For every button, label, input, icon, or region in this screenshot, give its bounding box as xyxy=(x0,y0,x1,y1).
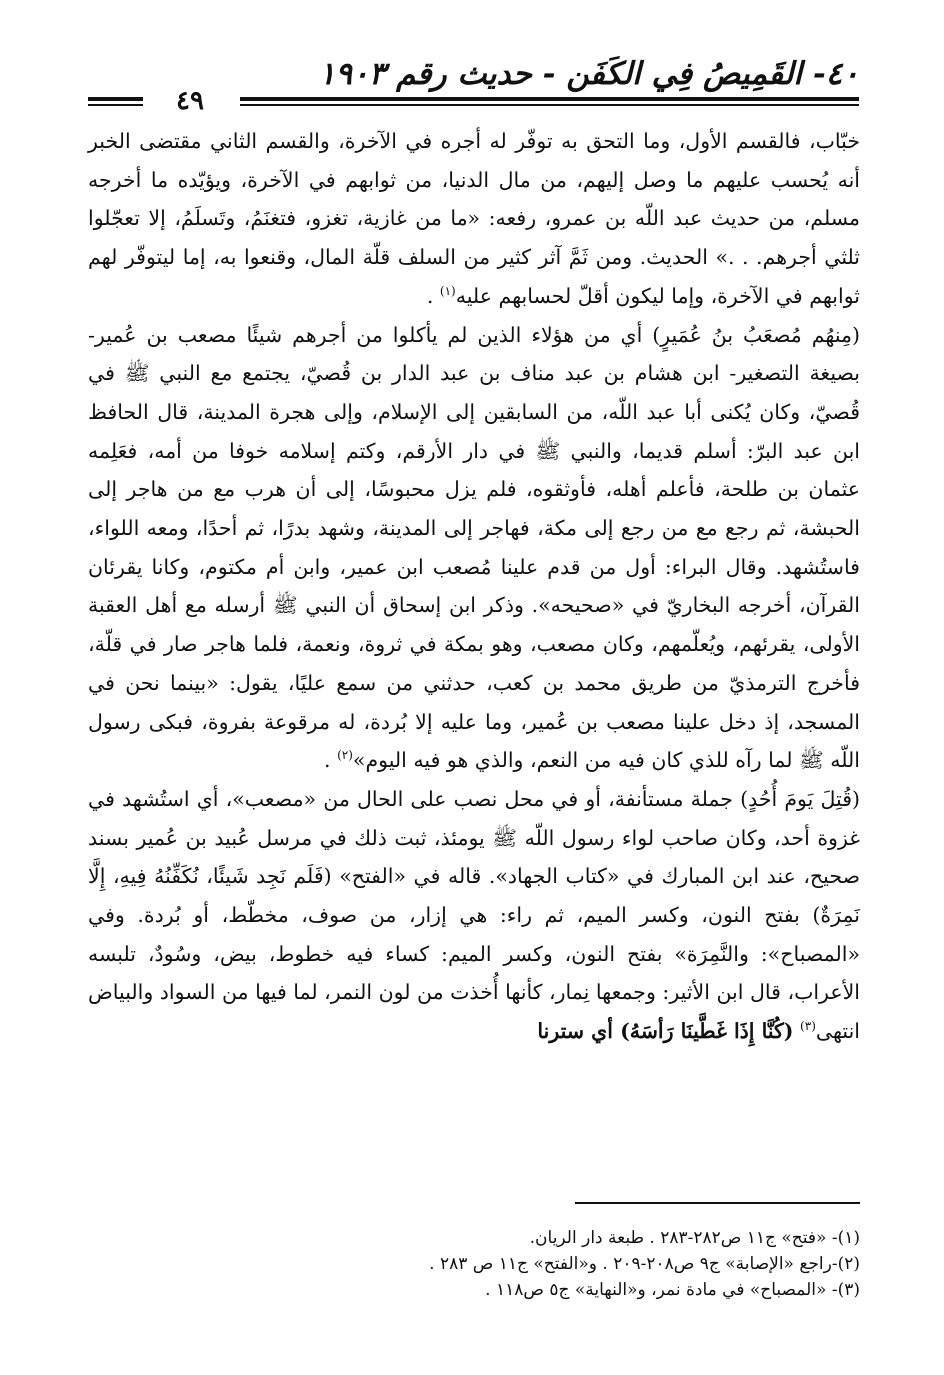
running-title: ٤٠- القَمِيصُ فِي الكَفَن - حديث رقم ١٩٠٣ xyxy=(318,56,859,92)
footnote-mark: (٣) xyxy=(800,1019,816,1034)
footnote: (٣)- «المصباح» في مادة نمر، و«النهاية» ج٥ ص١١٨ . xyxy=(485,1280,860,1300)
footnote-mark: (٢) xyxy=(337,748,353,763)
page-number-rule xyxy=(88,97,143,101)
page-number-rule-thin xyxy=(88,104,143,106)
footnote: (١)- «فتح» ج١١ ص٢٨٢-٢٨٣ . طبعة دار الريان. xyxy=(529,1228,860,1248)
footnote-mark: (١) xyxy=(439,283,456,298)
page-header xyxy=(0,0,944,115)
hadith-excerpt: (كُنَّا إِذَا غَطَّينَا رَأسَهُ) أي سترنا xyxy=(537,1019,794,1044)
paragraph: (مِنهُم مُصعَبُ بنُ عُمَيرٍ) أي من هؤلاء الذين لم يأكلوا من أجرهم شيئًا مصعب بن عُمير- بصيغة التصغير- ابن هشام بن عبد مناف بن عبد الدار بن قُصيّ، يجتمع مع النبي ﷺ في قُصيّ، وكان يُكنى أبا عبد اللّه، من السابقين إلى الإسلام، وإلى هجرة المدينة، قال الحافظ ابن عبد البرّ: أسلم قديما، والنبي ﷺ في دار الأرقم، وكتم إسلامه خوفا من أمه، فعَلِمه عثمان بن طلحة، فأعلم أهله، فأوثقوه، فلم يزل محبوسًا، إلى أن هرب مع من هاجر إلى الحبشة، ثم رجع مع من رجع إلى مكة، فهاجر إلى المدينة، وشهد بدرًا، ثم أحدًا، ومعه اللواء، فاستُشهد. وقال البراء: أول من قدم علينا مُصعب ابن عمير، وابن أم مكتوم، وكانا يقرئان القرآن، أخرجه البخاريّ في «صحيحه». وذكر ابن إسحاق أن النبي ﷺ أرسله مع أهل العقبة الأولى، يقرئهم، ويُعلّمهم، وكان مصعب، وهو بمكة في ثروة، ونعمة، فلما هاجر صار في قلّة، فأخرج الترمذيّ من طريق محمد بن كعب، حدثني من سمع عليًا، يقول: «بينما نحن في المسجد، إذ دخل علينا مصعب بن عُمير، وما عليه إلا بُردة، له مرقوعة بفروة، فبكى رسول اللّه ﷺ لما رآه للذي كان فيه من النعم، والذي هو فيه اليوم»$^{(٢)}$ . xyxy=(88,322,860,773)
header-rule-thin xyxy=(240,104,859,106)
footnotes xyxy=(300,1225,860,1303)
footnote: (٢)-راجع «الإصابة» ج٩ ص٢٠٨-٢٠٩ . و«الفتح» ج١١ ص ٢٨٣ . xyxy=(429,1254,860,1274)
body-text xyxy=(88,122,860,1051)
page-number: ٤٩ xyxy=(176,86,204,116)
header-rule xyxy=(240,97,859,101)
footnote-divider xyxy=(575,1202,860,1204)
paragraph: خبّاب، فالقسم الأول، وما التحق به توفّر له أجره في الآخرة، والقسم الثاني مقتضى الخبر أنه يُحسب عليهم ما وصل إليهم، من مال الدنيا، من ثوابهم في الآخرة، ويؤيّده ما أخرجه مسلم، من حديث عبد اللّه بن عمرو، رفعه: «ما من غازية، تغزو، فتغنَمُ، وتَسلَمُ، إلا تعجّلوا ثلثي أجرهم. . .» الحديث. ومن ثَمَّ آثر كثير من السلف قلّة المال، وقنعوا به، إما ليتوفّر لهم ثوابهم في الآخرة، وإما ليكون أقلّ لحسابهم عليه$^{(١)}$ . xyxy=(88,129,860,308)
paragraph: (قُتِلَ يَومَ أُحُدٍ) جملة مستأنفة، أو في محل نصب على الحال من «مصعب»، أي استُشهد في غزوة أحد، وكان صاحب لواء رسول اللّه ﷺ يومئذ، ثبت ذلك في مرسل عُبيد بن عُمير بسند صحيح، عند ابن المبارك في «كتاب الجهاد». قاله في «الفتح» (فَلَم نَجِد شَيئًا، نُكَفِّنُهُ فِيهِ، إِلَّا نَمِرَةٌ) بفتح النون، وكسر الميم، ثم راء: هي إزار، من صوف، مخطّط، أو بُردة. وفي «المصباح»: والنَّمِرَة» بفتح النون، وكسر الميم: كساء فيه خطوط، بيض، وسُودٌ، تلبسه الأعراب، قال ابن الأثير: وجمعها نِمار، كأنها أُخذت من لون النمر، لما فيها من السواد والبياض انتهى$^{(٣)}$ (كُنَّا إِذَا غَطَّينَا رَأسَهُ) أي سترنا xyxy=(88,786,861,1044)
